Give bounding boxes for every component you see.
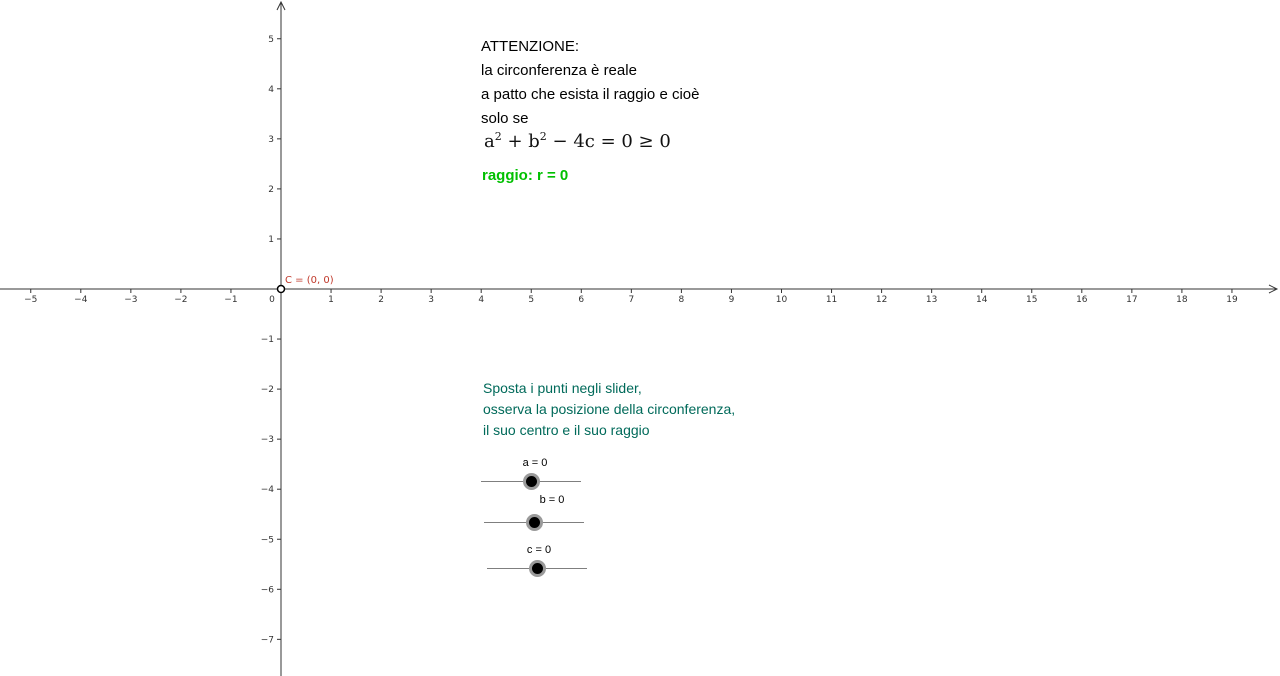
formula-rest: − 4c = 0 ≥ 0 [546,131,671,152]
x-tick-label: 12 [875,295,888,305]
x-tick-label: 4 [478,295,485,305]
slider-c-handle[interactable] [529,560,546,577]
slider-c-label: c = 0 [526,544,552,556]
x-tick-label: 0 [269,295,275,305]
y-tick-label: −3 [260,435,274,446]
y-tick-label: −6 [260,585,274,596]
condition-formula [484,130,671,152]
x-tick-label: 13 [925,295,938,305]
x-tick-label: −5 [24,295,38,305]
slider-b[interactable] [484,494,584,534]
warning-note [481,35,699,131]
center-point-c[interactable] [278,286,285,293]
slider-a-label: a = 0 [522,457,548,469]
x-tick-label: −3 [124,295,138,305]
center-point-marker[interactable] [278,286,285,293]
slider-b-handle[interactable] [526,514,543,531]
x-tick-label: 14 [975,295,988,305]
slider-a-handle[interactable] [523,473,540,490]
slider-b-label: b = 0 [539,494,565,506]
formula-exp-a: 2 [494,130,502,143]
y-tick-label: −7 [260,635,274,646]
warning-line-3: a patto che esista il raggio e cioè [481,86,700,103]
center-point-label: C = (0, 0) [285,275,334,286]
x-tick-label: 2 [378,295,384,305]
instructions-line-1: Sposta i punti negli slider, [483,380,642,396]
x-tick-label: 15 [1026,295,1038,305]
y-tick-label: 5 [268,34,274,45]
x-tick-label: 8 [678,295,685,305]
formula-exp-b: 2 [539,130,547,143]
x-tick-label: 18 [1176,295,1188,305]
slider-c[interactable] [487,544,587,584]
x-tick-label: 16 [1076,295,1088,305]
y-tick-label: 1 [268,234,274,245]
x-tick-label: −4 [74,295,88,305]
x-tick-label: 11 [825,295,838,305]
formula-plus-b: + b [501,131,540,152]
x-tick-label: 17 [1126,295,1138,305]
y-tick-label: 3 [268,134,274,145]
y-tick-label: −2 [260,385,274,396]
slider-a[interactable] [481,457,581,497]
x-tick-label: 1 [328,295,334,305]
x-tick-label: −1 [224,295,238,305]
instructions-line-2: osserva la posizione della circonferenza, [483,401,736,417]
x-tick-label: 6 [578,295,585,305]
formula-a: a [484,131,495,152]
warning-line-2: la circonferenza è reale [481,62,637,79]
y-tick-label: −1 [260,335,274,346]
y-tick-label: 2 [268,184,274,195]
x-tick-label: 3 [428,295,435,305]
x-tick-label: 7 [628,295,635,305]
warning-line-4: solo se [481,110,529,127]
instructions-text [483,378,735,441]
y-tick-label: −4 [260,485,274,496]
x-tick-label: 9 [728,295,735,305]
warning-title: ATTENZIONE: [481,38,580,55]
radius-readout: raggio: r = 0 [482,167,569,184]
y-tick-label: −5 [260,535,274,546]
x-tick-label: 19 [1226,295,1238,305]
x-tick-label: 5 [528,295,535,305]
x-tick-label: 10 [775,295,788,305]
instructions-line-3: il suo centro e il suo raggio [483,422,650,438]
x-tick-label: −2 [174,295,188,305]
y-tick-label: 4 [268,84,274,95]
